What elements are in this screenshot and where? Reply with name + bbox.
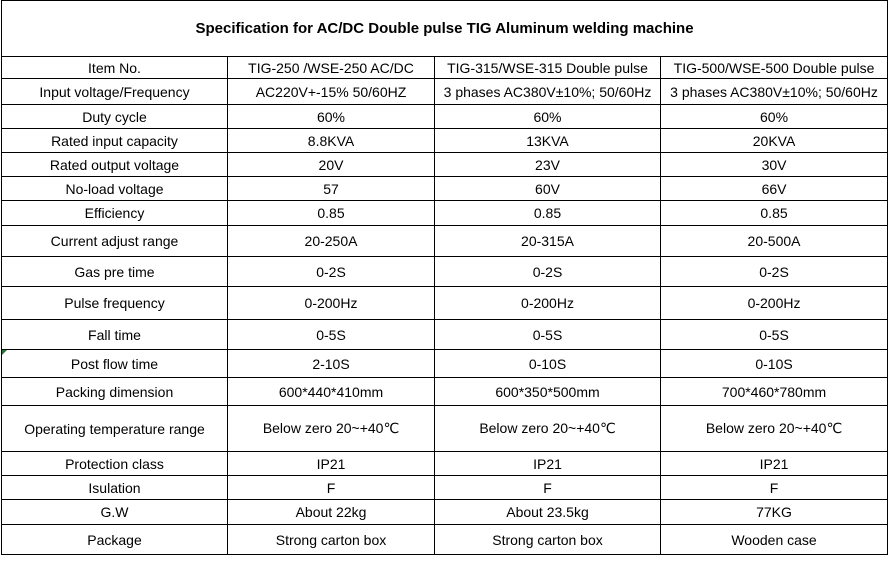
header-model-315: TIG-315/WSE-315 Double pulse [435, 57, 661, 79]
cell-value: 20-500A [661, 226, 888, 257]
table-row [2, 79, 888, 105]
table-row [2, 500, 888, 525]
table-row [2, 406, 888, 452]
cell-value: 13KVA [435, 129, 661, 153]
row-label: Gas pre time [2, 257, 228, 287]
cell-value: Wooden case [661, 525, 888, 555]
title-row [2, 1, 888, 57]
header-row [2, 57, 888, 79]
table-row [2, 226, 888, 257]
row-label: Fall time [2, 320, 228, 350]
cell-value: Below zero 20~+40℃ [435, 406, 661, 452]
row-label: Rated output voltage [2, 153, 228, 177]
table-row [2, 201, 888, 226]
cell-value: 8.8KVA [228, 129, 435, 153]
cell-value: 0.85 [228, 201, 435, 226]
table-title: Specification for AC/DC Double pulse TIG Aluminum welding machine [2, 1, 888, 57]
row-label: Isulation [2, 476, 228, 500]
cell-value: 0-5S [661, 320, 888, 350]
table-row [2, 257, 888, 287]
row-label: Input voltage/Frequency [2, 79, 228, 105]
table-row [2, 153, 888, 177]
cell-value: Strong carton box [435, 525, 661, 555]
cell-value: 20KVA [661, 129, 888, 153]
table-row [2, 129, 888, 153]
cell-value: 0-5S [435, 320, 661, 350]
table-row [2, 177, 888, 201]
cell-value: 600*350*500mm [435, 378, 661, 406]
cell-value: F [435, 476, 661, 500]
cell-value: 600*440*410mm [228, 378, 435, 406]
cell-value: 2-10S [228, 350, 435, 378]
header-model-250: TIG-250 /WSE-250 AC/DC [228, 57, 435, 79]
cell-value: 20-315A [435, 226, 661, 257]
cell-value: 0-2S [228, 257, 435, 287]
table-row [2, 287, 888, 320]
table-row [2, 476, 888, 500]
comment-marker-icon [2, 350, 7, 355]
row-label: Efficiency [2, 201, 228, 226]
cell-value: 77KG [661, 500, 888, 525]
cell-value: IP21 [661, 452, 888, 476]
cell-value: 0-2S [435, 257, 661, 287]
cell-value: 0-5S [228, 320, 435, 350]
table-row [2, 525, 888, 555]
row-label: Packing dimension [2, 378, 228, 406]
row-label: No-load voltage [2, 177, 228, 201]
cell-value: 3 phases AC380V±10%; 50/60Hz [661, 79, 888, 105]
cell-value: F [661, 476, 888, 500]
cell-value: About 22kg [228, 500, 435, 525]
cell-value: 60V [435, 177, 661, 201]
cell-value: 60% [661, 105, 888, 129]
cell-value: 0-200Hz [228, 287, 435, 320]
cell-value: About 23.5kg [435, 500, 661, 525]
row-label: Pulse frequency [2, 287, 228, 320]
cell-value: Strong carton box [228, 525, 435, 555]
cell-value: 57 [228, 177, 435, 201]
cell-value: 60% [435, 105, 661, 129]
row-label: Duty cycle [2, 105, 228, 129]
row-label: Protection class [2, 452, 228, 476]
row-label: Package [2, 525, 228, 555]
cell-value: 66V [661, 177, 888, 201]
table-row [2, 452, 888, 476]
cell-value: IP21 [435, 452, 661, 476]
cell-value: 0-10S [435, 350, 661, 378]
cell-value: 0.85 [435, 201, 661, 226]
cell-value: 30V [661, 153, 888, 177]
table-row [2, 350, 888, 378]
table-row [2, 378, 888, 406]
row-label-with-marker [2, 350, 228, 378]
cell-value: 23V [435, 153, 661, 177]
cell-value: 0-2S [661, 257, 888, 287]
header-item-no: Item No. [2, 57, 228, 79]
cell-value: F [228, 476, 435, 500]
cell-value: Below zero 20~+40℃ [661, 406, 888, 452]
row-label: G.W [2, 500, 228, 525]
cell-value: 0-200Hz [435, 287, 661, 320]
cell-value: 3 phases AC380V±10%; 50/60Hz [435, 79, 661, 105]
cell-value: 20-250A [228, 226, 435, 257]
cell-value: 20V [228, 153, 435, 177]
row-label: Rated input capacity [2, 129, 228, 153]
row-label: Operating temperature range [2, 406, 228, 452]
table-row [2, 105, 888, 129]
cell-value: AC220V+-15% 50/60HZ [228, 79, 435, 105]
cell-value: Below zero 20~+40℃ [228, 406, 435, 452]
row-label: Current adjust range [2, 226, 228, 257]
row-label: Post flow time [70, 355, 159, 372]
cell-value: 0-10S [661, 350, 888, 378]
cell-value: 0.85 [661, 201, 888, 226]
header-model-500: TIG-500/WSE-500 Double pulse [661, 57, 888, 79]
cell-value: 0-200Hz [661, 287, 888, 320]
cell-value: 700*460*780mm [661, 378, 888, 406]
cell-value: 60% [228, 105, 435, 129]
table-row [2, 320, 888, 350]
cell-value: IP21 [228, 452, 435, 476]
spec-table [1, 0, 888, 555]
